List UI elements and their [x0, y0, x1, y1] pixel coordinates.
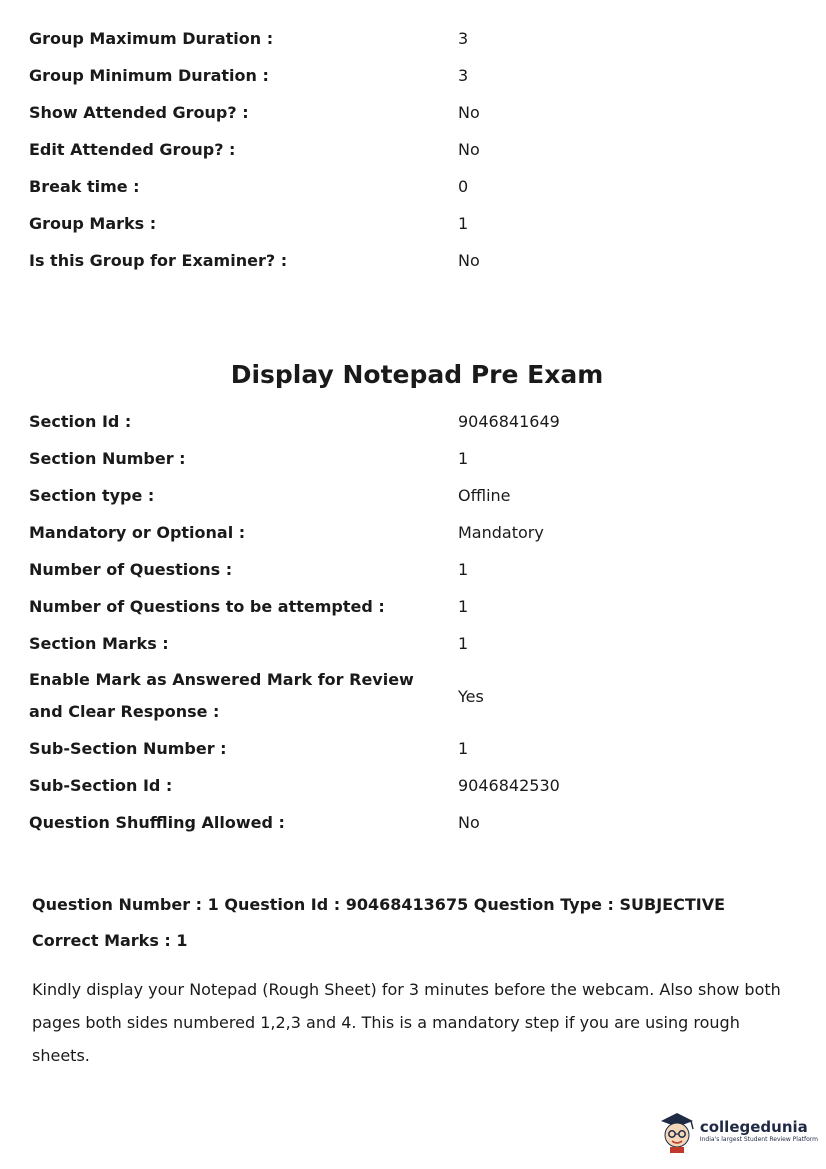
detail-value: No [458, 140, 480, 159]
detail-label: Enable Mark as Answered Mark for Review and Clear Response : [29, 670, 414, 721]
question-marks: Correct Marks : 1 [32, 931, 188, 950]
detail-value: 1 [458, 739, 469, 758]
section-detail-row [29, 662, 789, 730]
group-detail-row [29, 20, 789, 57]
detail-label: Sub-Section Number : [29, 738, 227, 758]
section-title: Display Notepad Pre Exam [230, 360, 604, 389]
logo-tagline: India's largest Student Review Platform [699, 1135, 818, 1143]
detail-value: Yes [458, 686, 484, 706]
detail-label: Mandatory or Optional : [29, 522, 246, 542]
group-detail-row [29, 205, 789, 242]
detail-label: Number of Questions : [29, 559, 233, 579]
detail-label: Group Minimum Duration : [29, 65, 269, 85]
logo-text [700, 1119, 818, 1144]
section-details-table [29, 403, 789, 841]
section-detail-row [29, 730, 789, 767]
logo-name: collegedunia [699, 1117, 808, 1136]
detail-label: Break time : [29, 176, 140, 196]
collegedunia-logo [657, 1109, 818, 1153]
detail-value: 0 [458, 177, 469, 196]
detail-value: 1 [458, 634, 469, 653]
group-detail-row [29, 131, 789, 168]
detail-label: Section Number : [29, 448, 186, 468]
detail-value: No [458, 251, 480, 270]
detail-value: 1 [458, 214, 469, 233]
detail-label: Sub-Section Id : [29, 775, 173, 795]
section-detail-row [29, 551, 789, 588]
section-detail-row [29, 477, 789, 514]
detail-label: Edit Attended Group? : [29, 139, 236, 159]
group-detail-row [29, 242, 789, 279]
mascot-icon [657, 1109, 697, 1153]
detail-value: 3 [458, 29, 469, 48]
group-detail-row [29, 57, 789, 94]
section-detail-row [29, 440, 789, 477]
detail-value: Offline [458, 486, 511, 505]
detail-value: No [458, 813, 480, 832]
detail-value: Mandatory [458, 523, 544, 542]
detail-value: 1 [458, 449, 469, 468]
group-details-table [29, 20, 789, 279]
detail-value: 1 [458, 597, 469, 616]
detail-value: 3 [458, 66, 469, 85]
section-detail-row [29, 625, 789, 662]
detail-label: Is this Group for Examiner? : [29, 250, 288, 270]
detail-label: Group Marks : [29, 213, 157, 233]
group-detail-row [29, 168, 789, 205]
question-meta: Question Number : 1 Question Id : 90468413675 Question Type : SUBJECTIVE [32, 895, 726, 914]
detail-value: 1 [458, 560, 469, 579]
question-header [32, 887, 725, 959]
detail-label: Question Shuffling Allowed : [29, 812, 285, 832]
detail-value: 9046842530 [458, 776, 560, 795]
detail-label: Section Marks : [29, 633, 169, 653]
group-detail-row [29, 94, 789, 131]
section-detail-row [29, 588, 789, 625]
detail-label: Group Maximum Duration : [29, 28, 274, 48]
detail-label: Section Id : [29, 411, 132, 431]
detail-value: No [458, 103, 480, 122]
detail-label: Section type : [29, 485, 155, 505]
detail-label: Number of Questions to be attempted : [29, 596, 385, 616]
section-detail-row [29, 403, 789, 440]
section-detail-row [29, 804, 789, 841]
section-detail-row [29, 514, 789, 551]
section-detail-row [29, 767, 789, 804]
question-text: Kindly display your Notepad (Rough Sheet) for 3 minutes before the webcam. Also show both pages both sides numbered 1,2,3 and 4. This is a mandatory step if you are using rough sheets. [32, 980, 781, 1065]
detail-value: 9046841649 [458, 412, 560, 431]
detail-label: Show Attended Group? : [29, 102, 249, 122]
